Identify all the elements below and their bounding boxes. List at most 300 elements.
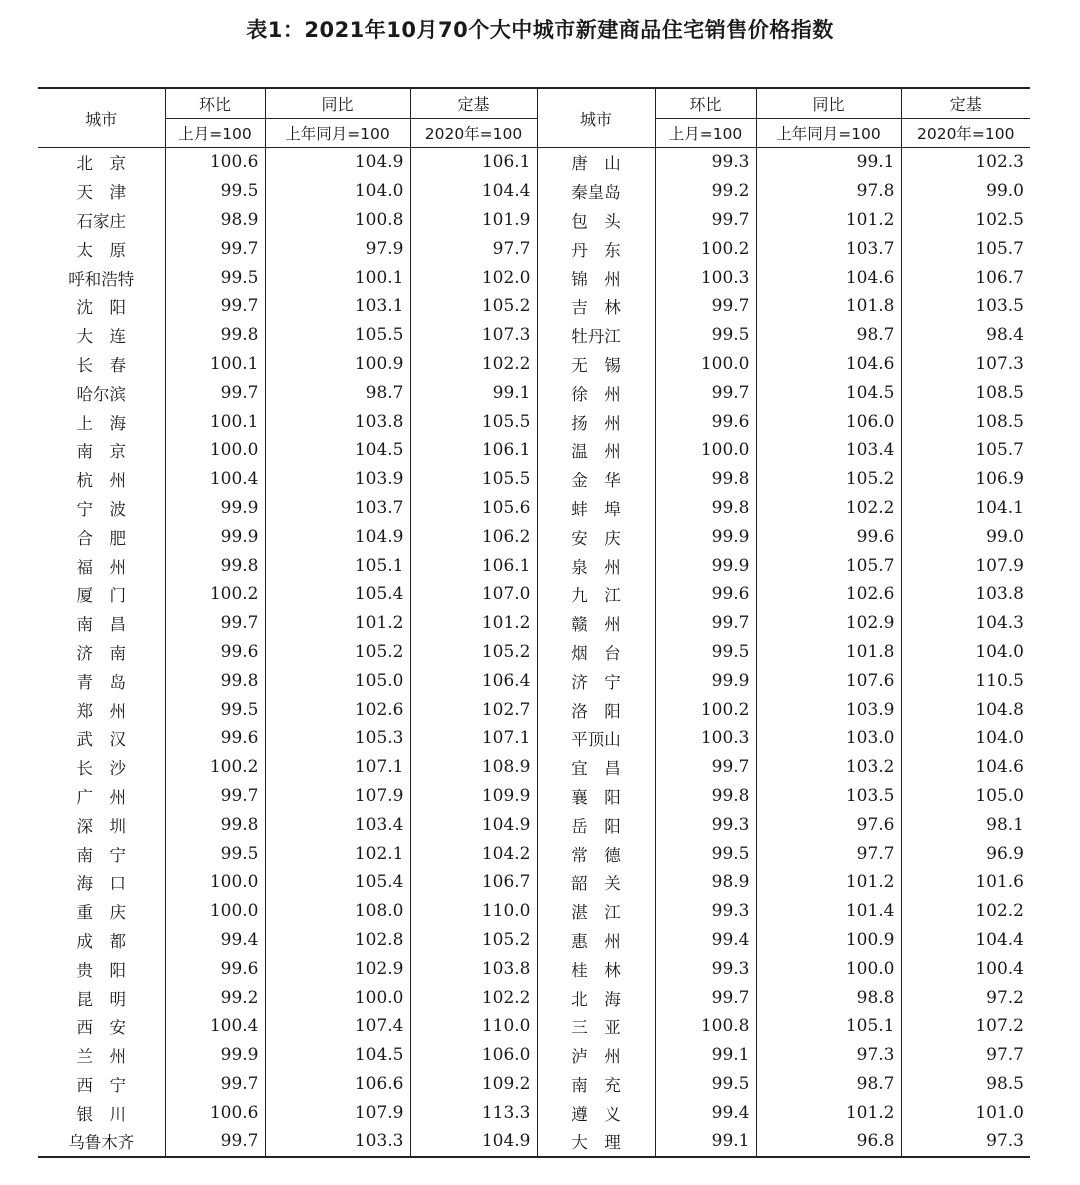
mom-value: 100.0 — [165, 897, 265, 926]
fixed-value: 98.1 — [901, 810, 1030, 839]
city-name: 惠 州 — [537, 926, 655, 955]
fixed-value: 105.2 — [410, 926, 537, 955]
mom-value: 99.9 — [655, 522, 756, 551]
fixed-value: 104.0 — [901, 638, 1030, 667]
fixed-value: 104.9 — [410, 810, 537, 839]
city-name: 太 原 — [76, 240, 126, 260]
table-row — [38, 1098, 1030, 1127]
mom-value: 99.6 — [165, 954, 265, 983]
city-name: 南 昌 — [76, 615, 126, 635]
yoy-value: 100.9 — [265, 350, 410, 379]
yoy-value: 100.9 — [756, 926, 901, 955]
fixed-value: 99.1 — [410, 378, 537, 407]
mom-value: 99.8 — [165, 666, 265, 695]
city-name: 遵 义 — [537, 1098, 655, 1127]
city-name: 襄 阳 — [537, 782, 655, 811]
city-name: 呼和浩特 — [68, 269, 135, 289]
yoy-value: 105.0 — [265, 666, 410, 695]
city-name: 洛 阳 — [537, 695, 655, 724]
city-name: 武 汉 — [76, 730, 126, 750]
mom-value: 99.5 — [655, 839, 756, 868]
fixed-value: 107.0 — [410, 580, 537, 609]
fixed-value: 102.2 — [901, 897, 1030, 926]
yoy-value: 105.4 — [265, 868, 410, 897]
yoy-value: 105.4 — [265, 580, 410, 609]
mom-value: 100.2 — [655, 695, 756, 724]
fixed-value: 105.7 — [901, 234, 1030, 263]
fixed-value: 106.7 — [901, 263, 1030, 292]
city-name: 福 州 — [76, 557, 126, 577]
fixed-value: 106.1 — [410, 551, 537, 580]
mom-value: 100.2 — [655, 234, 756, 263]
mom-value: 99.7 — [655, 206, 756, 235]
header-yoy-right: 同比 — [756, 88, 901, 119]
yoy-value: 105.5 — [265, 321, 410, 350]
yoy-value: 102.1 — [265, 839, 410, 868]
fixed-value: 97.2 — [901, 983, 1030, 1012]
city-name: 常 德 — [537, 839, 655, 868]
mom-value: 99.6 — [165, 638, 265, 667]
city-name: 蚌 埠 — [537, 494, 655, 523]
city-name: 安 庆 — [537, 522, 655, 551]
mom-value: 100.8 — [655, 1012, 756, 1041]
table-row — [38, 292, 1030, 321]
mom-value: 99.3 — [655, 897, 756, 926]
yoy-value: 105.1 — [756, 1012, 901, 1041]
fixed-value: 104.6 — [901, 753, 1030, 782]
fixed-value: 106.2 — [410, 522, 537, 551]
city-name: 平顶山 — [537, 724, 655, 753]
city-name: 包 头 — [537, 206, 655, 235]
yoy-value: 103.4 — [756, 436, 901, 465]
fixed-value: 98.4 — [901, 321, 1030, 350]
yoy-value: 98.7 — [756, 1070, 901, 1099]
table-row — [38, 407, 1030, 436]
city-name: 三 亚 — [537, 1012, 655, 1041]
yoy-value: 101.2 — [265, 609, 410, 638]
fixed-value: 97.7 — [901, 1041, 1030, 1070]
fixed-value: 97.7 — [410, 234, 537, 263]
table-row — [38, 580, 1030, 609]
mom-value: 99.8 — [655, 494, 756, 523]
mom-value: 100.3 — [655, 263, 756, 292]
yoy-value: 101.8 — [756, 292, 901, 321]
mom-value: 99.7 — [165, 292, 265, 321]
table-body — [38, 148, 1030, 1157]
mom-value: 100.4 — [165, 465, 265, 494]
table-row — [38, 263, 1030, 292]
table-row — [38, 897, 1030, 926]
yoy-value: 104.6 — [756, 350, 901, 379]
mom-value: 99.3 — [655, 810, 756, 839]
mom-value: 99.5 — [655, 1070, 756, 1099]
mom-value: 99.7 — [165, 609, 265, 638]
yoy-value: 104.9 — [265, 148, 410, 177]
yoy-value: 102.9 — [756, 609, 901, 638]
city-name: 丹 东 — [537, 234, 655, 263]
fixed-value: 107.9 — [901, 551, 1030, 580]
mom-value: 100.1 — [165, 407, 265, 436]
mom-value: 98.9 — [165, 206, 265, 235]
table-row — [38, 148, 1030, 177]
fixed-value: 97.3 — [901, 1127, 1030, 1157]
yoy-value: 100.0 — [756, 954, 901, 983]
fixed-value: 101.9 — [410, 206, 537, 235]
header-mom-base: 上月=100 — [165, 119, 265, 148]
mom-value: 99.9 — [655, 666, 756, 695]
mom-value: 100.0 — [165, 436, 265, 465]
city-name: 长 沙 — [76, 759, 126, 779]
city-name: 唐 山 — [537, 148, 655, 177]
yoy-value: 104.6 — [756, 263, 901, 292]
mom-value: 99.2 — [165, 983, 265, 1012]
mom-value: 99.5 — [165, 839, 265, 868]
fixed-value: 103.8 — [901, 580, 1030, 609]
fixed-value: 107.2 — [901, 1012, 1030, 1041]
city-name: 合 肥 — [76, 528, 126, 548]
table-row — [38, 321, 1030, 350]
table-row — [38, 177, 1030, 206]
yoy-value: 102.9 — [265, 954, 410, 983]
mom-value: 99.6 — [165, 724, 265, 753]
fixed-value: 110.0 — [410, 1012, 537, 1041]
mom-value: 99.8 — [655, 465, 756, 494]
mom-value: 99.7 — [165, 234, 265, 263]
city-name: 济 南 — [76, 643, 126, 663]
city-name: 昆 明 — [76, 989, 126, 1009]
fixed-value: 106.9 — [901, 465, 1030, 494]
table-row — [38, 1012, 1030, 1041]
mom-value: 99.4 — [655, 926, 756, 955]
mom-value: 99.2 — [655, 177, 756, 206]
fixed-value: 110.5 — [901, 666, 1030, 695]
fixed-value: 102.0 — [410, 263, 537, 292]
table-row — [38, 753, 1030, 782]
city-name: 九 江 — [537, 580, 655, 609]
city-name: 南 宁 — [76, 845, 126, 865]
yoy-value: 106.6 — [265, 1070, 410, 1099]
table-row — [38, 782, 1030, 811]
yoy-value: 102.6 — [265, 695, 410, 724]
table-row — [38, 1041, 1030, 1070]
yoy-value: 104.9 — [265, 522, 410, 551]
mom-value: 99.7 — [655, 753, 756, 782]
city-name: 济 宁 — [537, 666, 655, 695]
fixed-value: 110.0 — [410, 897, 537, 926]
fixed-value: 103.8 — [410, 954, 537, 983]
fixed-value: 104.9 — [410, 1127, 537, 1157]
fixed-value: 106.0 — [410, 1041, 537, 1070]
mom-value: 100.4 — [165, 1012, 265, 1041]
yoy-value: 105.2 — [265, 638, 410, 667]
mom-value: 98.9 — [655, 868, 756, 897]
yoy-value: 105.7 — [756, 551, 901, 580]
fixed-value: 105.2 — [410, 292, 537, 321]
table-title: 表1：2021年10月70个大中城市新建商品住宅销售价格指数 — [246, 18, 834, 42]
yoy-value: 103.4 — [265, 810, 410, 839]
city-name: 海 口 — [76, 874, 126, 894]
mom-value: 100.6 — [165, 148, 265, 177]
fixed-value: 104.4 — [901, 926, 1030, 955]
city-name: 乌鲁木齐 — [38, 1127, 165, 1157]
city-name: 牡丹江 — [537, 321, 655, 350]
fixed-value: 105.5 — [410, 407, 537, 436]
yoy-value: 101.4 — [756, 897, 901, 926]
city-name: 银 川 — [76, 1104, 126, 1124]
fixed-value: 105.2 — [410, 638, 537, 667]
fixed-value: 101.0 — [901, 1098, 1030, 1127]
mom-value: 99.1 — [655, 1041, 756, 1070]
mom-value: 99.5 — [655, 321, 756, 350]
fixed-value: 104.1 — [901, 494, 1030, 523]
city-name: 无 锡 — [537, 350, 655, 379]
fixed-value: 99.0 — [901, 177, 1030, 206]
fixed-value: 104.4 — [410, 177, 537, 206]
city-name: 徐 州 — [537, 378, 655, 407]
yoy-value: 107.9 — [265, 1098, 410, 1127]
mom-value: 99.8 — [165, 810, 265, 839]
city-name: 北 京 — [76, 154, 126, 174]
city-name: 石家庄 — [76, 211, 126, 231]
table-row — [38, 983, 1030, 1012]
yoy-value: 108.0 — [265, 897, 410, 926]
city-name: 湛 江 — [537, 897, 655, 926]
city-name: 哈尔滨 — [76, 384, 126, 404]
mom-value: 99.9 — [165, 522, 265, 551]
header-mom-base-right: 上月=100 — [655, 119, 756, 148]
fixed-value: 104.3 — [901, 609, 1030, 638]
yoy-value: 100.0 — [265, 983, 410, 1012]
yoy-value: 97.7 — [756, 839, 901, 868]
table-row — [38, 724, 1030, 753]
yoy-value: 99.6 — [756, 522, 901, 551]
mom-value: 99.5 — [165, 695, 265, 724]
city-name: 秦皇岛 — [537, 177, 655, 206]
fixed-value: 106.1 — [410, 148, 537, 177]
header-fixed-base-right: 2020年=100 — [901, 119, 1030, 148]
table-row — [38, 465, 1030, 494]
yoy-value: 107.4 — [265, 1012, 410, 1041]
yoy-value: 98.7 — [756, 321, 901, 350]
fixed-value: 105.7 — [901, 436, 1030, 465]
city-name: 温 州 — [537, 436, 655, 465]
mom-value: 100.1 — [165, 350, 265, 379]
mom-value: 99.6 — [655, 407, 756, 436]
table-row — [38, 350, 1030, 379]
table-header — [38, 88, 1030, 148]
yoy-value: 104.5 — [265, 1041, 410, 1070]
yoy-value: 105.3 — [265, 724, 410, 753]
header-city: 城市 — [38, 88, 165, 148]
fixed-value: 104.0 — [901, 724, 1030, 753]
table-row — [38, 551, 1030, 580]
fixed-value: 105.6 — [410, 494, 537, 523]
mom-value: 100.6 — [165, 1098, 265, 1127]
table-row — [38, 839, 1030, 868]
mom-value: 99.8 — [165, 551, 265, 580]
header-yoy: 同比 — [265, 88, 410, 119]
table-row — [38, 609, 1030, 638]
yoy-value: 105.1 — [265, 551, 410, 580]
header-mom: 环比 — [165, 88, 265, 119]
mom-value: 99.7 — [165, 378, 265, 407]
header-city-right: 城市 — [537, 88, 655, 148]
city-name: 西 安 — [76, 1018, 126, 1038]
yoy-value: 105.2 — [756, 465, 901, 494]
yoy-value: 103.9 — [756, 695, 901, 724]
table-row — [38, 522, 1030, 551]
fixed-value: 102.3 — [901, 148, 1030, 177]
city-name: 贵 阳 — [76, 960, 126, 980]
fixed-value: 113.3 — [410, 1098, 537, 1127]
yoy-value: 102.2 — [756, 494, 901, 523]
header-yoy-base: 上年同月=100 — [265, 119, 410, 148]
city-name: 锦 州 — [537, 263, 655, 292]
yoy-value: 97.3 — [756, 1041, 901, 1070]
table-row — [38, 206, 1030, 235]
fixed-value: 105.5 — [410, 465, 537, 494]
yoy-value: 97.8 — [756, 177, 901, 206]
city-name: 沈 阳 — [76, 298, 126, 318]
mom-value: 99.8 — [165, 321, 265, 350]
mom-value: 99.4 — [165, 926, 265, 955]
mom-value: 99.3 — [655, 954, 756, 983]
yoy-value: 101.2 — [756, 868, 901, 897]
mom-value: 99.7 — [655, 292, 756, 321]
fixed-value: 102.5 — [901, 206, 1030, 235]
table-row — [38, 954, 1030, 983]
city-name: 泉 州 — [537, 551, 655, 580]
yoy-value: 107.9 — [265, 782, 410, 811]
fixed-value: 106.4 — [410, 666, 537, 695]
fixed-value: 98.5 — [901, 1070, 1030, 1099]
city-name: 天 津 — [76, 183, 126, 203]
yoy-value: 99.1 — [756, 148, 901, 177]
mom-value: 99.1 — [655, 1127, 756, 1157]
mom-value: 99.8 — [655, 782, 756, 811]
mom-value: 99.7 — [655, 983, 756, 1012]
yoy-value: 103.5 — [756, 782, 901, 811]
price-index-table — [38, 87, 1030, 1158]
yoy-value: 98.8 — [756, 983, 901, 1012]
city-name: 杭 州 — [76, 471, 126, 491]
yoy-value: 103.2 — [756, 753, 901, 782]
city-name: 南 京 — [76, 442, 126, 462]
yoy-value: 104.5 — [265, 436, 410, 465]
city-name: 韶 关 — [537, 868, 655, 897]
yoy-value: 103.7 — [756, 234, 901, 263]
city-name: 兰 州 — [76, 1047, 126, 1067]
mom-value: 99.7 — [165, 1127, 265, 1157]
city-name: 上 海 — [76, 413, 126, 433]
mom-value: 99.3 — [655, 148, 756, 177]
city-name: 西 宁 — [76, 1075, 126, 1095]
city-name: 广 州 — [76, 787, 126, 807]
city-name: 青 岛 — [76, 672, 126, 692]
fixed-value: 106.7 — [410, 868, 537, 897]
city-name: 金 华 — [537, 465, 655, 494]
city-name: 桂 林 — [537, 954, 655, 983]
yoy-value: 102.6 — [756, 580, 901, 609]
yoy-value: 100.1 — [265, 263, 410, 292]
table-row — [38, 695, 1030, 724]
fixed-value: 100.4 — [901, 954, 1030, 983]
fixed-value: 107.1 — [410, 724, 537, 753]
mom-value: 100.2 — [165, 580, 265, 609]
table-row — [38, 868, 1030, 897]
city-name: 郑 州 — [76, 701, 126, 721]
city-name: 赣 州 — [537, 609, 655, 638]
city-name: 扬 州 — [537, 407, 655, 436]
fixed-value: 99.0 — [901, 522, 1030, 551]
yoy-value: 103.7 — [265, 494, 410, 523]
mom-value: 99.9 — [655, 551, 756, 580]
table-row — [38, 638, 1030, 667]
yoy-value: 104.0 — [265, 177, 410, 206]
header-yoy-base-right: 上年同月=100 — [756, 119, 901, 148]
table-row — [38, 494, 1030, 523]
table-row — [38, 810, 1030, 839]
mom-value: 99.5 — [165, 177, 265, 206]
city-name: 大 理 — [537, 1127, 655, 1157]
table-row — [38, 234, 1030, 263]
fixed-value: 107.3 — [410, 321, 537, 350]
city-name: 成 都 — [76, 931, 126, 951]
mom-value: 100.0 — [655, 436, 756, 465]
yoy-value: 104.5 — [756, 378, 901, 407]
fixed-value: 106.1 — [410, 436, 537, 465]
mom-value: 99.7 — [165, 1070, 265, 1099]
mom-value: 100.2 — [165, 753, 265, 782]
mom-value: 100.0 — [165, 868, 265, 897]
mom-value: 99.5 — [655, 638, 756, 667]
fixed-value: 101.6 — [901, 868, 1030, 897]
fixed-value: 101.2 — [410, 609, 537, 638]
yoy-value: 97.9 — [265, 234, 410, 263]
header-mom-right: 环比 — [655, 88, 756, 119]
mom-value: 99.7 — [655, 378, 756, 407]
fixed-value: 104.2 — [410, 839, 537, 868]
yoy-value: 103.8 — [265, 407, 410, 436]
fixed-value: 108.5 — [901, 407, 1030, 436]
header-fixed-right: 定基 — [901, 88, 1030, 119]
table-row — [38, 1070, 1030, 1099]
table-row — [38, 378, 1030, 407]
fixed-value: 96.9 — [901, 839, 1030, 868]
city-name: 南 充 — [537, 1070, 655, 1099]
city-name: 泸 州 — [537, 1041, 655, 1070]
yoy-value: 101.8 — [756, 638, 901, 667]
header-fixed: 定基 — [410, 88, 537, 119]
yoy-value: 96.8 — [756, 1127, 901, 1157]
fixed-value: 108.9 — [410, 753, 537, 782]
mom-value: 99.9 — [165, 494, 265, 523]
fixed-value: 108.5 — [901, 378, 1030, 407]
yoy-value: 102.8 — [265, 926, 410, 955]
header-fixed-base: 2020年=100 — [410, 119, 537, 148]
mom-value: 100.0 — [655, 350, 756, 379]
fixed-value: 109.9 — [410, 782, 537, 811]
fixed-value: 102.2 — [410, 983, 537, 1012]
mom-value: 99.6 — [655, 580, 756, 609]
city-name: 宜 昌 — [537, 753, 655, 782]
table-row — [38, 926, 1030, 955]
mom-value: 100.3 — [655, 724, 756, 753]
yoy-value: 100.8 — [265, 206, 410, 235]
table-row — [38, 436, 1030, 465]
city-name: 岳 阳 — [537, 810, 655, 839]
fixed-value: 102.7 — [410, 695, 537, 724]
